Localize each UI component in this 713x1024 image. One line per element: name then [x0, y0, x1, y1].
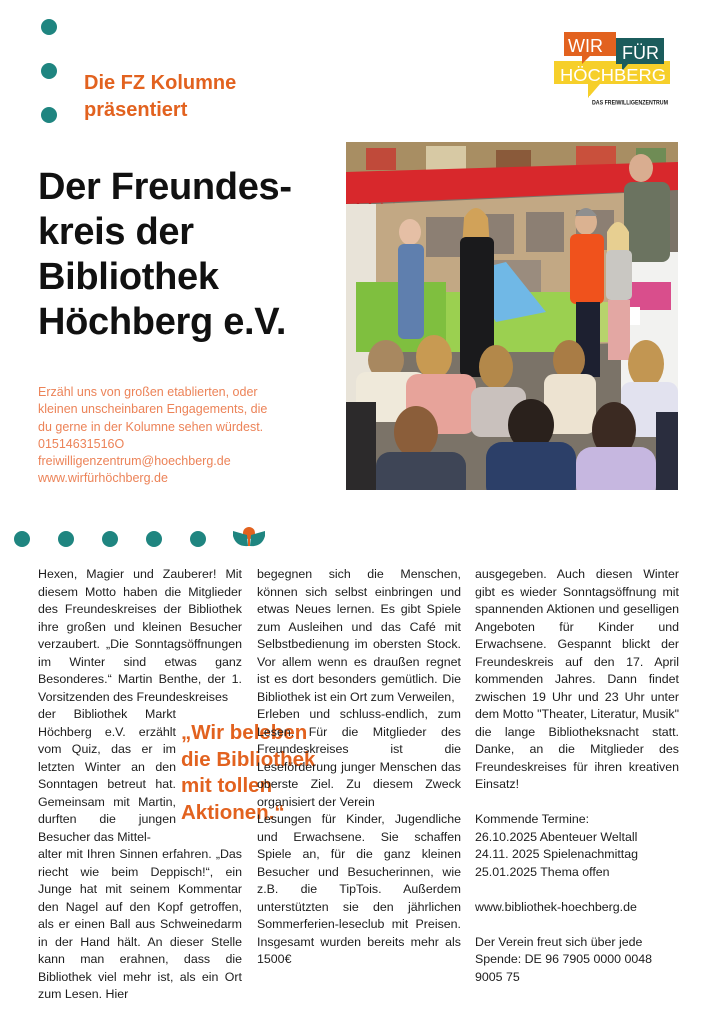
- divider-dot: [14, 531, 30, 547]
- divider-dot: [190, 531, 206, 547]
- wir-fuer-hoechberg-logo: [552, 28, 682, 112]
- column-kicker: [84, 70, 236, 124]
- kicker-line: präsentiert: [84, 99, 188, 121]
- logo-word-fuer: FÜR: [622, 43, 659, 63]
- article-paragraph: Erleben und schluss-endlich, zum Lesen. Für die Mitglieder des Freundeskreises ist die Leseförderung junger Menschen das oberste Ziel. Zu diesem Zweck organisiert der Verein: [257, 707, 461, 809]
- decorative-dot: [41, 107, 57, 123]
- event-item: 26.10.2025 Abenteuer Weltall: [475, 829, 638, 844]
- contact-phone: 01514631516O: [38, 436, 125, 451]
- pull-quote: „Wir beleben die Bibliothek mit tollen Aktionen.“: [181, 721, 316, 824]
- logo-word-wir: WIR: [568, 36, 603, 56]
- donation-line: Der Verein freut sich über jede: [475, 934, 643, 949]
- contact-email[interactable]: freiwilligenzentrum@hoechberg.de: [38, 454, 231, 469]
- donation-line: Spende: DE 96 7905 0000 0048: [475, 952, 653, 966]
- article-column-3: [475, 566, 679, 986]
- invite-line: kleinen unscheinbaren Engagements, die: [38, 402, 268, 417]
- library-website-link[interactable]: www.bibliothek-hoechberg.de: [475, 899, 637, 914]
- event-item: 24.11. 2025 Spielenachmittag: [475, 847, 639, 861]
- invite-line: du gerne in der Kolumne sehen würdest.: [38, 419, 264, 434]
- logo-tagline: DAS FREIWILLIGENZENTRUM: [592, 99, 668, 107]
- logo-word-hoechberg: HÖCHBERG: [560, 65, 666, 85]
- article-paragraph: der Bibliothek Markt Höchberg e.V. erzählt vom Quiz, das er im letzten Winter an den Sonntagen betreut hat. Gemeinsam mit Martin, durften die jungen Besucher das Mittel-: [38, 707, 176, 844]
- event-item: 25.01.2025 Thema offen: [475, 864, 610, 879]
- article-paragraph: Hexen, Magier und Zauberer! Mit diesem Motto haben die Mitglieder des Freundeskreises der Bibliothek ihre großen und kleinen Besucher verzaubert. „Die Sonntagsöffnungen im Winter sind etwas ganz Besonderes.“ Martin Benthe, der 1. Vorsitzenden des Freundeskreises: [38, 567, 242, 704]
- title-line: Bibliothek: [38, 256, 219, 298]
- contact-website[interactable]: www.wirfürhöchberg.de: [38, 471, 168, 486]
- title-line: Höchberg e.V.: [38, 301, 287, 343]
- divider-dot: [102, 531, 118, 547]
- article-paragraph: ausgegeben. Auch diesen Winter gibt es wieder Sonntagsöffnung mit spannenden Aktionen und geselligen Angeboten für Kinder und Erwachsene. Gespannt blickt der Freundeskreis auf den 17. April kommenden Jahres. Dann findet zwischen 19 Uhr und 23 Uhr unter dem Motto "Theater, Literatur, Musik" die lange Bibliotheksnacht statt. Danke, an die Mitglieder des Freundeskreises für ihren kreativen Einsatz!: [475, 567, 679, 791]
- title-line: kreis der: [38, 211, 194, 253]
- contact-invitation: [38, 384, 278, 488]
- article-paragraph: alter mit Ihren Sinnen erfahren. „Das riecht wie beim Deppisch!“, ein Junge hat mit seinem Kommentar den Nagel auf den Kopf getroffen, als er einen Ball aus Schweinedarm in der Hand hält. An dieser Stelle kann man erahnen, dass die Bibliothek viel mehr ist, als ein Ort zum Lesen. Hier: [38, 847, 242, 1001]
- events-heading: Kommende Termine:: [475, 812, 590, 826]
- divider-dot: [58, 531, 74, 547]
- event-photo-illustration: [346, 142, 678, 490]
- invite-line: Erzähl uns von großen etablierten, oder: [38, 385, 258, 399]
- article-title: [38, 165, 292, 345]
- lotus-icon: [232, 526, 266, 548]
- article-paragraph: begegnen sich die Menschen, können sich selbst einbringen und etwas Neues lernen. Es gibt Spiele zum Ausleihen und das Café mit Selbstbedienung im obersten Stock. Vor allem wenn es draußen regnet ist es dort besonders gemütlich. Die Bibliothek ist ein Ort zum Verweilen,: [257, 567, 461, 704]
- event-photo: [346, 142, 678, 490]
- title-line: Der Freundes-: [38, 166, 292, 208]
- divider-dot: [146, 531, 162, 547]
- decorative-dot: [41, 19, 57, 35]
- article-paragraph: Lesungen für Kinder, Jugendliche und Erwachsene. Sie schaffen Spiele an, für die ganz kleinen Besucher und Besucherinnen, wie z.B. die TipTois. Außerdem unterstützten sie den jährlichen Sommerferien-leseclub mit Preisen. Insgesamt wurden bereits mehr als 1500€: [257, 812, 461, 966]
- decorative-dot: [41, 63, 57, 79]
- article-column-2: [257, 566, 461, 969]
- kicker-line: Die FZ Kolumne: [84, 72, 237, 94]
- donation-line: 9005 75: [475, 969, 520, 984]
